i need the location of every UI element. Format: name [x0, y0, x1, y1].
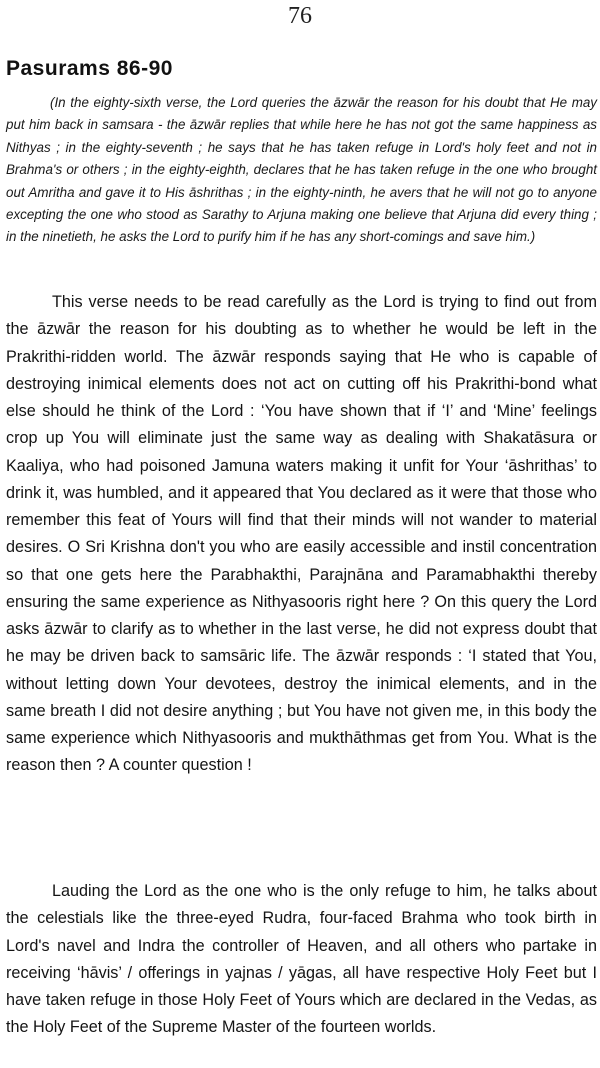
body-paragraph-2: Lauding the Lord as the one who is the only refuge to him, he talks about the celestials like the three-eyed Rudra, four-faced Brahma who took birth in Lord's navel and Indra the controller of Heaven, and all others who partake in receiving ‘hāvis’ / offerings in yajnas / yāgas, all have respective Holy Feet but I have taken refuge in those Holy Feet of Yours which are declared in the Vedas, as the Holy Feet of the Supreme Master of the fourteen worlds. — [6, 882, 597, 1037]
verse-summary: (In the eighty-sixth verse, the Lord queries the āzwār the reason for his doubt that He may put him back in samsara - the āzwār replies that while here he has not got the same happiness as Nithyas ; in the eighty-seventh ; he says that he has taken refuge in Lord's holy feet and not in Brahma's or others ; in the eighty-eighth, declares that he has taken refuge in the one who brought out Amritha and gave it to His āshrithas ; in the eighty-ninth, he avers that he will not go to anyone excepting the one who stood as Sarathy to Arjuna making one believe that Arjuna did every thing ; in the ninetieth, he asks the Lord to purify him if he has any short-comings and save him.) — [6, 95, 597, 245]
section-title: Pasurams 86-90 — [6, 57, 173, 80]
body-paragraph-1: This verse needs to be read carefully as the Lord is trying to find out from the āzwār the reason for his doubting as to whether he would be left in the Prakrithi-ridden world. The āzwār responds saying that He who is capable of destroying inimical elements does not act on cutting off his Prakrithi-bond what else should he think of the Lord : ‘You have shown that if ‘I’ and ‘Mine’ feelings crop up You will eliminate just the same way as dealing with Shakatāsura or Kaaliya, who had poisoned Jamuna waters making it unfit for Your ‘āshrithas’ to drink it, was humbled, and it appeared that You declared as it were that those who remember this feat of Yours will find that their minds will not wander to material desires. O Sri Krishna don't you who are easily accessible and instil concentration so that one gets here the Parabhakthi, Parajnāna and Paramabhakthi thereby ensuring the same experience as Nithyasooris right here ? On this query the Lord asks āzwār to clarify as to whether in the last verse, he did not express doubt that he may be driven back to samsāric life. The āzwār responds : ‘I stated that You, without letting down Your devotees, destroy the inimical elements, and in the same breath I did not desire anything ; but You have not given me, in this body the same experience which Nithyasooris and mukthāthmas get from You. What is the reason then ? A counter question ! — [6, 293, 597, 775]
page-number: 76 — [288, 3, 312, 29]
